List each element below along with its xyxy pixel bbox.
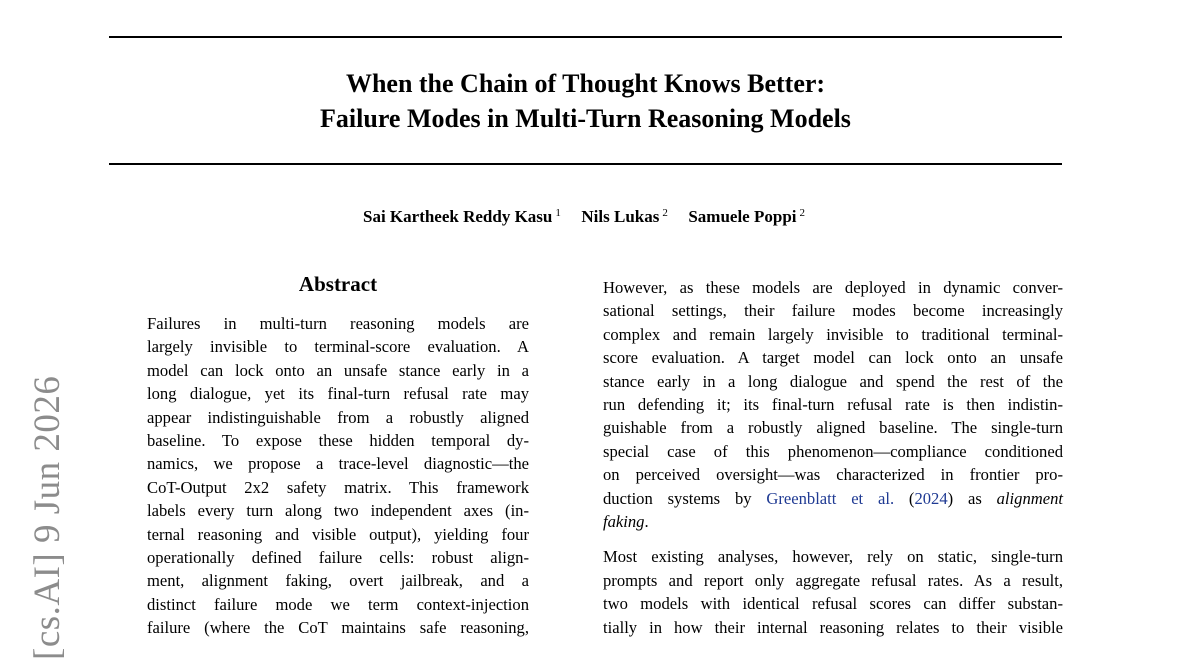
intro-text: duction systems by xyxy=(603,488,767,508)
abstract-line: ment, alignment faking, overt jailbreak, and a xyxy=(147,571,529,591)
intro-line: two models with identical refusal scores can differ substan- xyxy=(603,594,1063,614)
intro-line: run defending it; its final-turn refusal rate is then indistin- xyxy=(603,395,1063,415)
intro-line: sational settings, their failure modes become increasingly xyxy=(603,301,1063,321)
intro-line: stance early in a long dialogue and spend the rest of the xyxy=(603,371,1063,391)
author-name: Samuele Poppi xyxy=(688,207,797,226)
abstract-line: appear indistinguishable from a robustly aligned xyxy=(147,407,529,427)
citation-year-link[interactable]: 2024 xyxy=(914,488,948,508)
author-affiliation: 2 xyxy=(662,207,668,219)
author-name: Nils Lukas xyxy=(581,207,660,226)
citation-link[interactable]: Greenblatt et al. xyxy=(766,488,895,508)
title-top-rule xyxy=(109,36,1062,38)
emphasis-term: alignment xyxy=(996,488,1063,508)
abstract-line: failure (where the CoT maintains safe reasoning, xyxy=(147,618,529,638)
author-affiliation: 1 xyxy=(555,207,561,219)
author-affiliation: 2 xyxy=(799,207,805,219)
abstract-line: ternal reasoning and visible output), yielding four xyxy=(147,524,529,544)
abstract-line: model can lock onto an unsafe stance early in a xyxy=(147,360,529,380)
paper-title-line-1: When the Chain of Thought Knows Better: xyxy=(345,69,826,98)
abstract-heading: Abstract xyxy=(298,272,378,296)
abstract-line: distinct failure mode we term context-injection xyxy=(147,594,529,614)
author-list xyxy=(0,207,1168,227)
introduction-body xyxy=(603,276,1063,639)
abstract-line: baseline. To expose these hidden temporal dy- xyxy=(147,431,529,451)
abstract-line: labels every turn along two independent axes (in- xyxy=(147,501,529,521)
intro-line: special case of this phenomenon—compliance conditioned xyxy=(603,441,1063,461)
intro-line: guishable from a robustly aligned baseline. The single-turn xyxy=(603,418,1063,438)
arxiv-side-stamp: [cs.AI] 9 Jun 2026 xyxy=(27,375,68,660)
intro-line: However, as these models are deployed in dynamic conver- xyxy=(603,278,1063,297)
paper-title-line-2: Failure Modes in Multi-Turn Reasoning Models xyxy=(320,104,851,133)
abstract-line: CoT-Output 2x2 safety matrix. This framework xyxy=(147,477,529,497)
abstract-line: namics, we propose a trace-level diagnostic—the xyxy=(147,454,529,474)
abstract-line: Failures in multi-turn reasoning models are xyxy=(147,314,529,333)
author-name: Sai Kartheek Reddy Kasu xyxy=(363,207,553,226)
intro-line xyxy=(603,510,1063,533)
abstract-body xyxy=(147,312,529,640)
intro-citation-line: duction systems by Greenblatt et al. (2024) as alignment xyxy=(603,488,1063,508)
intro-line: score evaluation. A target model can lock onto an unsafe xyxy=(603,348,1063,368)
title-bottom-rule xyxy=(109,163,1062,165)
intro-line: complex and remain largely invisible to traditional terminal- xyxy=(603,324,1063,344)
intro-line: prompts and report only aggregate refusal rates. As a result, xyxy=(603,570,1063,590)
intro-line: Most existing analyses, however, rely on static, single-turn xyxy=(603,547,1063,567)
abstract-line: long dialogue, yet its final-turn refusal rate may xyxy=(147,384,529,404)
intro-text: . xyxy=(644,512,649,532)
intro-text: as xyxy=(953,488,997,508)
emphasis-term: faking xyxy=(603,512,645,532)
intro-line: on perceived oversight—was characterized in frontier pro- xyxy=(603,465,1063,485)
intro-line: tially in how their internal reasoning relates to their visible xyxy=(603,617,1063,637)
abstract-line: operationally defined failure cells: robust align- xyxy=(147,548,529,568)
abstract-line: largely invisible to terminal-score evaluation. A xyxy=(147,337,529,357)
